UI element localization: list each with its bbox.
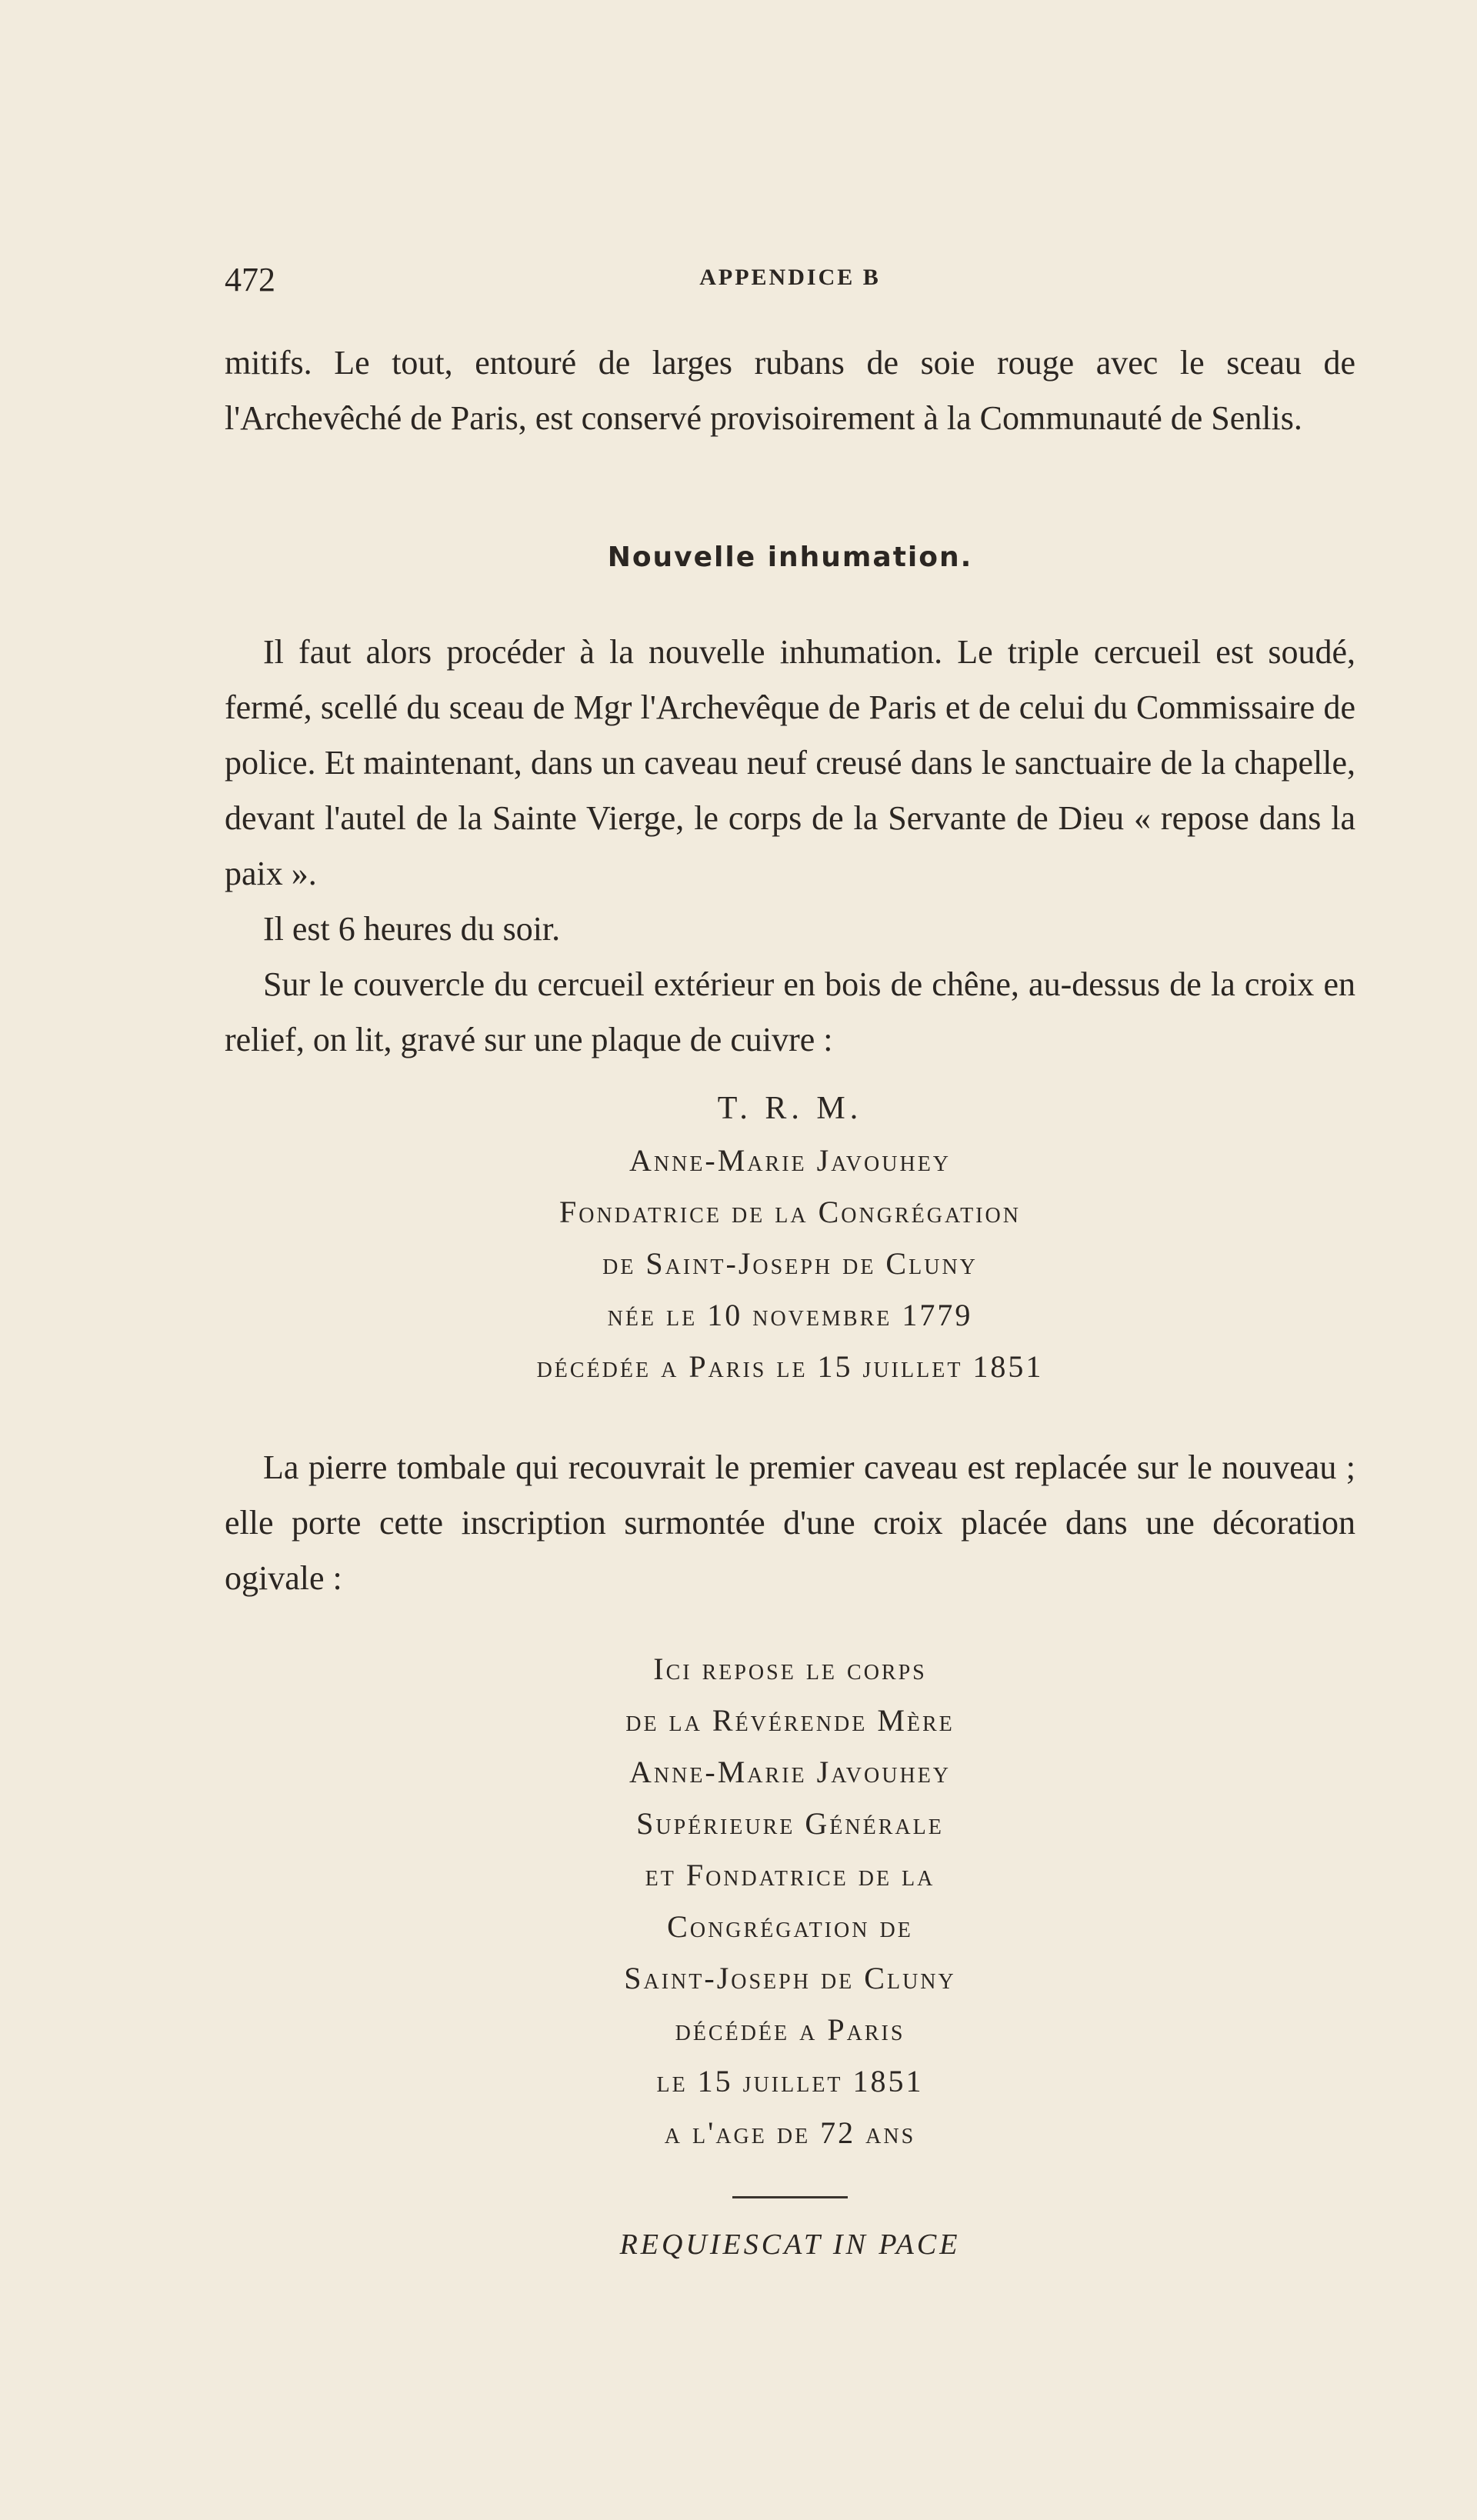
inscription-line: née le 10 novembre 1779 xyxy=(607,1298,973,1332)
inscription-line: Saint-Joseph de Cluny xyxy=(624,1961,956,1995)
inscription-line: Fondatrice de la Congrégation xyxy=(559,1195,1021,1229)
requiescat-closing: REQUIESCAT IN PACE xyxy=(619,2228,961,2261)
inscription-line: et Fondatrice de la xyxy=(645,1858,935,1892)
tombstone-inscription xyxy=(225,1643,1355,2158)
body-paragraphs xyxy=(225,625,1355,1068)
plaque-inscription xyxy=(225,1083,1355,1392)
inscription-line: a l'age de 72 ans xyxy=(664,2115,916,2150)
section-heading: Nouvelle inhumation. xyxy=(607,542,973,573)
inscription-line: Supérieure Générale xyxy=(636,1806,944,1841)
divider-rule xyxy=(732,2196,848,2198)
paragraph-text: mitifs. Le tout, entouré de larges rubans de soie rouge avec le sceau de l'Archevêché de Paris, est conservé provisoirement à la Communauté de Senlis. xyxy=(225,344,1355,437)
paragraph-text: Il faut alors procéder à la nouvelle inhumation. Le triple cercueil est soudé, fermé, scellé du sceau de Mgr l'Archevêque de Paris et de celui du Commissaire de police. Et maintenant, dans un caveau neuf creusé dans le sanctuaire de la chapelle, devant l'autel de la Sainte Vierge, le corps de la Servante de Dieu « repose dans la paix ». xyxy=(225,633,1355,892)
paragraph-continuation xyxy=(225,335,1355,446)
inscription-line: décédée a Paris xyxy=(675,2012,905,2047)
inscription-line: décédée a Paris le 15 juillet 1851 xyxy=(536,1349,1044,1384)
page-number: 472 xyxy=(225,261,275,298)
inscription-line: Anne-Marie Javouhey xyxy=(628,1755,952,1789)
paragraph-text: La pierre tombale qui recouvrait le premier caveau est replacée sur le nouveau ; elle porte cette inscription surmontée d'une croix placée dans une décoration ogivale : xyxy=(225,1448,1355,1597)
inscription-line: le 15 juillet 1851 xyxy=(656,2064,924,2098)
running-head xyxy=(225,260,1355,306)
inscription-line: de Saint-Joseph de Cluny xyxy=(602,1246,978,1281)
inscription-line: Ici repose le corps xyxy=(653,1652,927,1686)
paragraph-tombstone xyxy=(225,1440,1355,1606)
paragraph-text: Sur le couvercle du cercueil extérieur en bois de chêne, au-dessus de la croix en relief, on lit, gravé sur une plaque de cuivre : xyxy=(225,965,1355,1058)
inscription-line: de la Révérende Mère xyxy=(625,1703,955,1738)
paragraph-text: Il est 6 heures du soir. xyxy=(263,910,561,948)
inscription-line: Congrégation de xyxy=(667,1909,913,1944)
inscription-line: T. R. M. xyxy=(717,1091,863,1126)
running-title: APPENDICE B xyxy=(699,265,881,290)
inscription-line: Anne-Marie Javouhey xyxy=(628,1143,952,1178)
